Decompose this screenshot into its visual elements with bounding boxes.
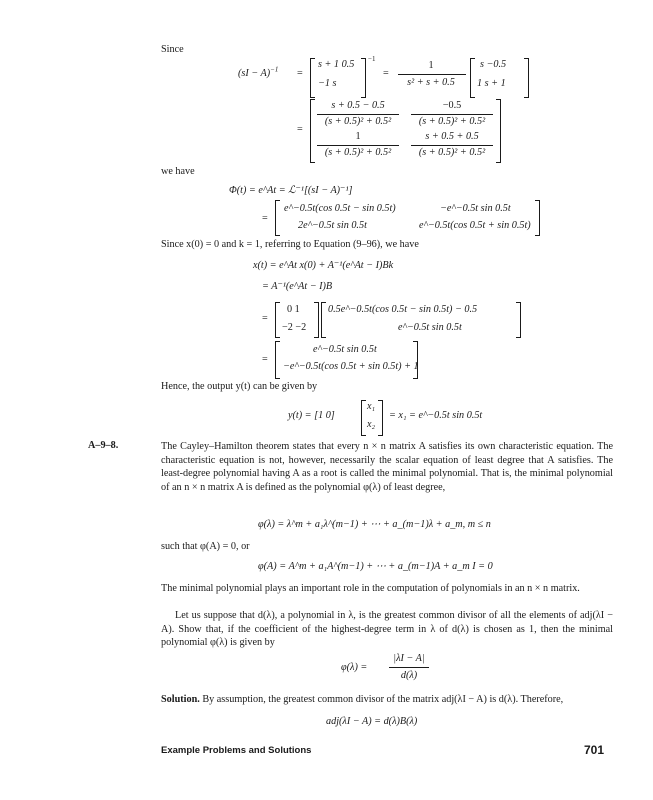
problem-label: A–9–8. [88, 440, 119, 451]
bracket-right [535, 200, 540, 236]
bracket-left [310, 58, 315, 98]
bracket-right [314, 302, 319, 338]
phi-lambda-num: |λI − A| [393, 653, 425, 664]
bracket-right [413, 341, 418, 379]
bracket-left [470, 58, 475, 98]
bracket-right [361, 58, 366, 98]
x-line-2: = A⁻¹(e^At − I)B [262, 281, 333, 292]
phi-lambda-den: d(λ) [400, 670, 418, 681]
solution-text: By assumption, the greatest common divisor of the matrix adj(λI − A) is d(λ). Therefore, [202, 694, 564, 705]
bracket-left [275, 341, 280, 379]
m3-11-den: (s + 0.5)² + 0.5² [324, 116, 392, 127]
equals-sign: = [297, 68, 303, 79]
equals-sign: = [262, 354, 268, 365]
m3-22-num: s + 0.5 + 0.5 [425, 131, 479, 142]
page-number: 701 [584, 743, 605, 757]
such-that-text: such that φ(A) = 0, or [161, 541, 250, 552]
equals-sign: = [383, 68, 389, 79]
scalar-denominator: s² + s + 0.5 [407, 77, 455, 88]
m5-row2: e^−0.5t sin 0.5t [398, 322, 462, 333]
phi-22: e^−0.5t(cos 0.5t + sin 0.5t) [419, 220, 531, 231]
m4-row2: −2 −2 [282, 322, 307, 333]
bracket-left [321, 302, 326, 338]
equals-sign: = [262, 213, 268, 224]
m6-row1: e^−0.5t sin 0.5t [313, 344, 377, 355]
problem-paragraph-2: The minimal polynomial plays an important role in the computation of polynomials in an n × n matrix. [161, 583, 580, 594]
matrix1-row2: −1 s [318, 78, 337, 89]
inverse-lhs: (sI − A)$^{-1}$ [238, 65, 279, 79]
m3-21-num: 1 [355, 131, 361, 142]
phi-21: 2e^−0.5t sin 0.5t [298, 220, 367, 231]
y-vector-2: x₂ [367, 419, 376, 430]
bracket-left [310, 99, 315, 163]
bracket-right [516, 302, 521, 338]
phi-lambda-lhs: φ(λ) = [341, 662, 368, 673]
phi-12: −e^−0.5t sin 0.5t [440, 203, 511, 214]
phi-line: Φ(t) = e^At = ℒ⁻¹[(sI − A)⁻¹] [229, 185, 353, 196]
m3-22-den: (s + 0.5)² + 0.5² [418, 147, 486, 158]
bracket-left [361, 400, 366, 436]
m3-12-den: (s + 0.5)² + 0.5² [418, 116, 486, 127]
y-line-lhs: y(t) = [1 0] [288, 410, 335, 421]
m5-row1: 0.5e^−0.5t(cos 0.5t − sin 0.5t) − 0.5 [328, 304, 478, 315]
m3-11-num: s + 0.5 − 0.5 [331, 100, 385, 111]
poly-equation-A: φ(A) = A^m + a₁A^(m−1) + ⋯ + a_(m−1)A + a_m I = 0 [258, 561, 493, 572]
equals-sign: = [297, 124, 303, 135]
word-since: Since [161, 44, 184, 55]
bracket-right [496, 99, 501, 163]
matrix1-row1: s + 1 0.5 [318, 59, 355, 70]
scalar-numerator: 1 [428, 60, 434, 71]
y-line-rhs: = x₁ = e^−0.5t sin 0.5t [389, 410, 483, 421]
fraction-bar [317, 114, 399, 115]
m6-row2: −e^−0.5t(cos 0.5t + sin 0.5t) + 1 [283, 361, 419, 372]
m4-row1: 0 1 [287, 304, 300, 315]
problem-paragraph-3: Let us suppose that d(λ), a polynomial in λ, is the greatest common divisor of all the elements of adj(λI − A). Show that, if the coefficient of the highest-degree term in λ of d(λ) is chosen as 1, then the minimal polynomial φ(λ) is given by [161, 610, 613, 648]
fraction-bar [411, 114, 493, 115]
hence-text: Hence, the output y(t) can be given by [161, 381, 318, 392]
matrix2-row2: 1 s + 1 [477, 78, 506, 89]
solution-line [161, 694, 563, 705]
phi-11: e^−0.5t(cos 0.5t − sin 0.5t) [284, 203, 396, 214]
bracket-right [524, 58, 529, 98]
bracket-left [275, 302, 280, 338]
fraction-bar [317, 145, 399, 146]
footer-section-title: Example Problems and Solutions [161, 745, 312, 756]
matrix1-exp: −1 [368, 55, 376, 63]
we-have-text: we have [161, 166, 195, 177]
solution-label: Solution. [161, 694, 200, 705]
fraction-bar [389, 667, 429, 668]
matrix2-row1: s −0.5 [480, 59, 507, 70]
poly-equation: φ(λ) = λ^m + a₁λ^(m−1) + ⋯ + a_(m−1)λ + a_m, m ≤ n [258, 519, 491, 530]
fraction-bar [398, 74, 466, 75]
fraction-bar [411, 145, 493, 146]
y-vector-1: x₁ [367, 401, 376, 412]
problem-paragraph-1: The Cayley–Hamilton theorem states that every n × n matrix A satisfies its own characteristic equation. The characteristic equation is not, however, necessarily the scalar equation of least degree that A satisfies. The least-degree polynomial having A as a root is called the minimal polynomial. That is, the minimal polynomial of an n × n matrix A is defined as the polynomial φ(λ) of least degree, [161, 441, 613, 493]
x-line-1: x(t) = e^At x(0) + A⁻¹(e^At − I)Bk [253, 260, 394, 271]
m3-12-num: −0.5 [442, 100, 462, 111]
equals-sign: = [262, 313, 268, 324]
adj-equation: adj(λI − A) = d(λ)B(λ) [326, 716, 418, 727]
bracket-left [275, 200, 280, 236]
since-x0-text: Since x(0) = 0 and k = 1, referring to Equation (9–96), we have [161, 239, 419, 250]
m3-21-den: (s + 0.5)² + 0.5² [324, 147, 392, 158]
bracket-right [378, 400, 383, 436]
